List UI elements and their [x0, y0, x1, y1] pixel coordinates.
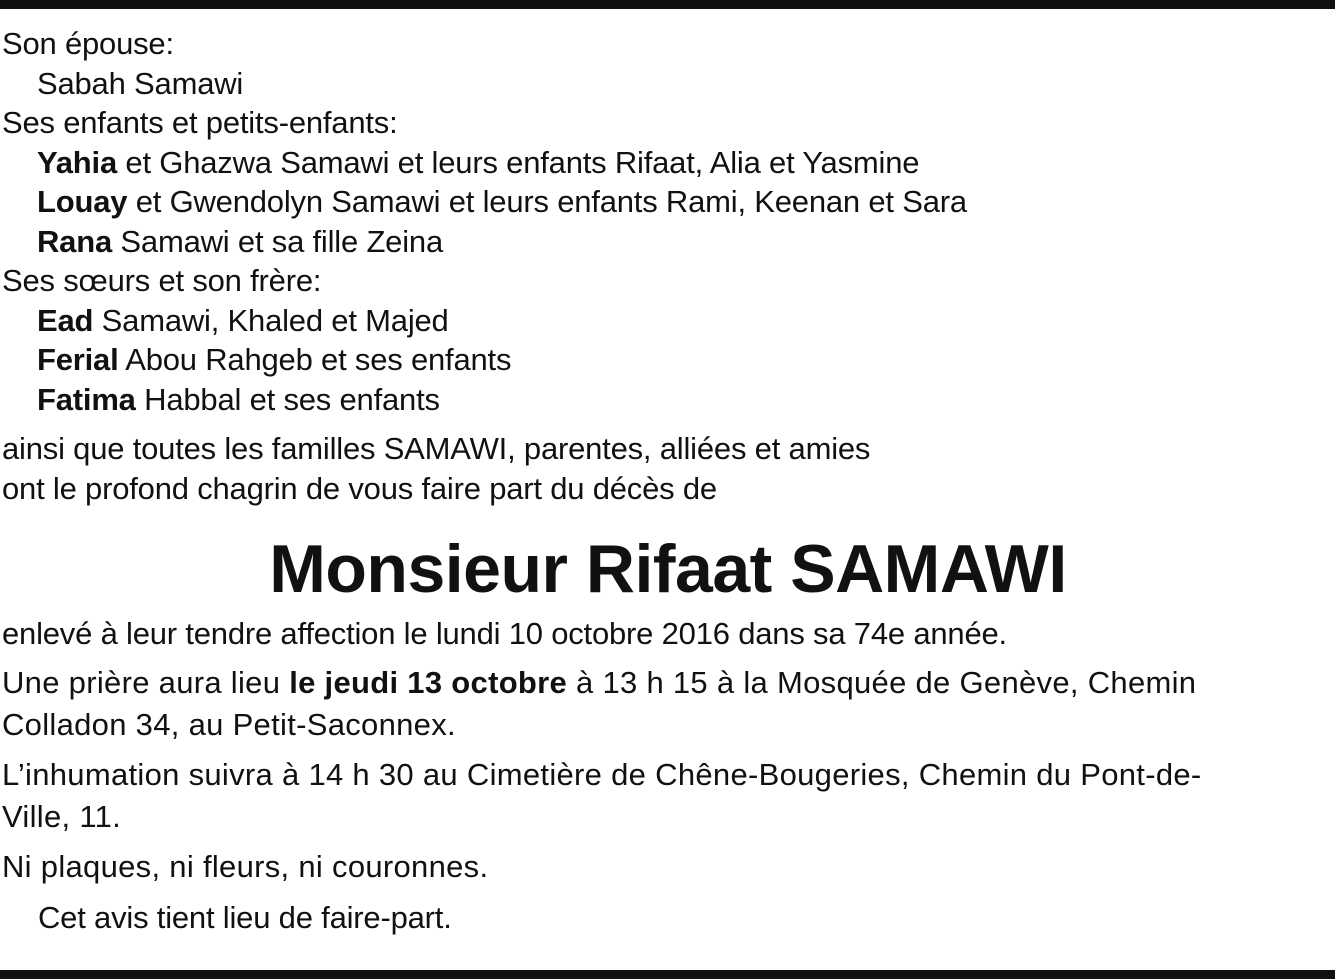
- prayer-paragraph: [2, 662, 1334, 746]
- burial-line-1: L’inhumation suivra à 14 h 30 au Cimetière de Chêne-Bougeries, Chemin du Pont-de-: [2, 756, 1202, 792]
- child-first-name: Yahia: [37, 144, 117, 180]
- child-entry: [2, 182, 1334, 222]
- sibling-details: Habbal et ses enfants: [135, 381, 440, 417]
- spouse-heading: Son épouse:: [2, 26, 174, 61]
- siblings-heading: Ses sœurs et son frère:: [2, 263, 322, 298]
- families-line-1: ainsi que toutes les familles SAMAWI, parentes, alliées et amies: [2, 431, 871, 466]
- sibling-entry: [2, 340, 1334, 380]
- obituary-notice: [2, 24, 1334, 937]
- bottom-rule: [0, 970, 1335, 979]
- prayer-line-2: Colladon 34, au Petit-Saconnex.: [2, 706, 456, 742]
- spouse-name: Sabah Samawi: [37, 65, 244, 101]
- prayer-date: le jeudi 13 octobre: [289, 664, 568, 700]
- sibling-entry: [2, 301, 1334, 341]
- prayer-intro: Une prière aura lieu: [2, 664, 290, 700]
- child-first-name: Rana: [37, 223, 113, 259]
- no-flowers-note: Ni plaques, ni fleurs, ni couronnes.: [2, 848, 489, 884]
- child-entry: [2, 222, 1334, 262]
- deceased-name: Monsieur Rifaat SAMAWI: [269, 531, 1067, 607]
- prayer-line-1: [2, 662, 1334, 704]
- sibling-details: Samawi, Khaled et Majed: [93, 302, 449, 338]
- burial-line-2: Ville, 11.: [2, 798, 122, 834]
- child-details: et Gwendolyn Samawi et leurs enfants Rami, Keenan et Sara: [127, 184, 967, 219]
- burial-paragraph: [2, 754, 1334, 838]
- closing-note: Cet avis tient lieu de faire-part.: [38, 899, 452, 935]
- sibling-first-name: Fatima: [37, 381, 136, 417]
- child-details: Samawi et sa fille Zeina: [112, 223, 443, 259]
- families-line-2: ont le profond chagrin de vous faire part du décès de: [2, 470, 717, 506]
- sibling-entry: [2, 380, 1334, 420]
- child-details: et Ghazwa Samawi et leurs enfants Rifaat, Alia et Yasmine: [117, 144, 920, 180]
- sibling-first-name: Ferial: [37, 342, 119, 377]
- prayer-location: à 13 h 15 à la Mosquée de Genève, Chemin: [567, 664, 1197, 700]
- death-notice: enlevé à leur tendre affection le lundi 10 octobre 2016 dans sa 74e année.: [2, 616, 1007, 651]
- child-entry: [2, 143, 1334, 183]
- children-heading: Ses enfants et petits-enfants:: [2, 105, 398, 140]
- sibling-first-name: Ead: [37, 302, 94, 338]
- child-first-name: Louay: [37, 184, 128, 219]
- sibling-details: Abou Rahgeb et ses enfants: [118, 342, 512, 377]
- top-rule: [0, 0, 1335, 9]
